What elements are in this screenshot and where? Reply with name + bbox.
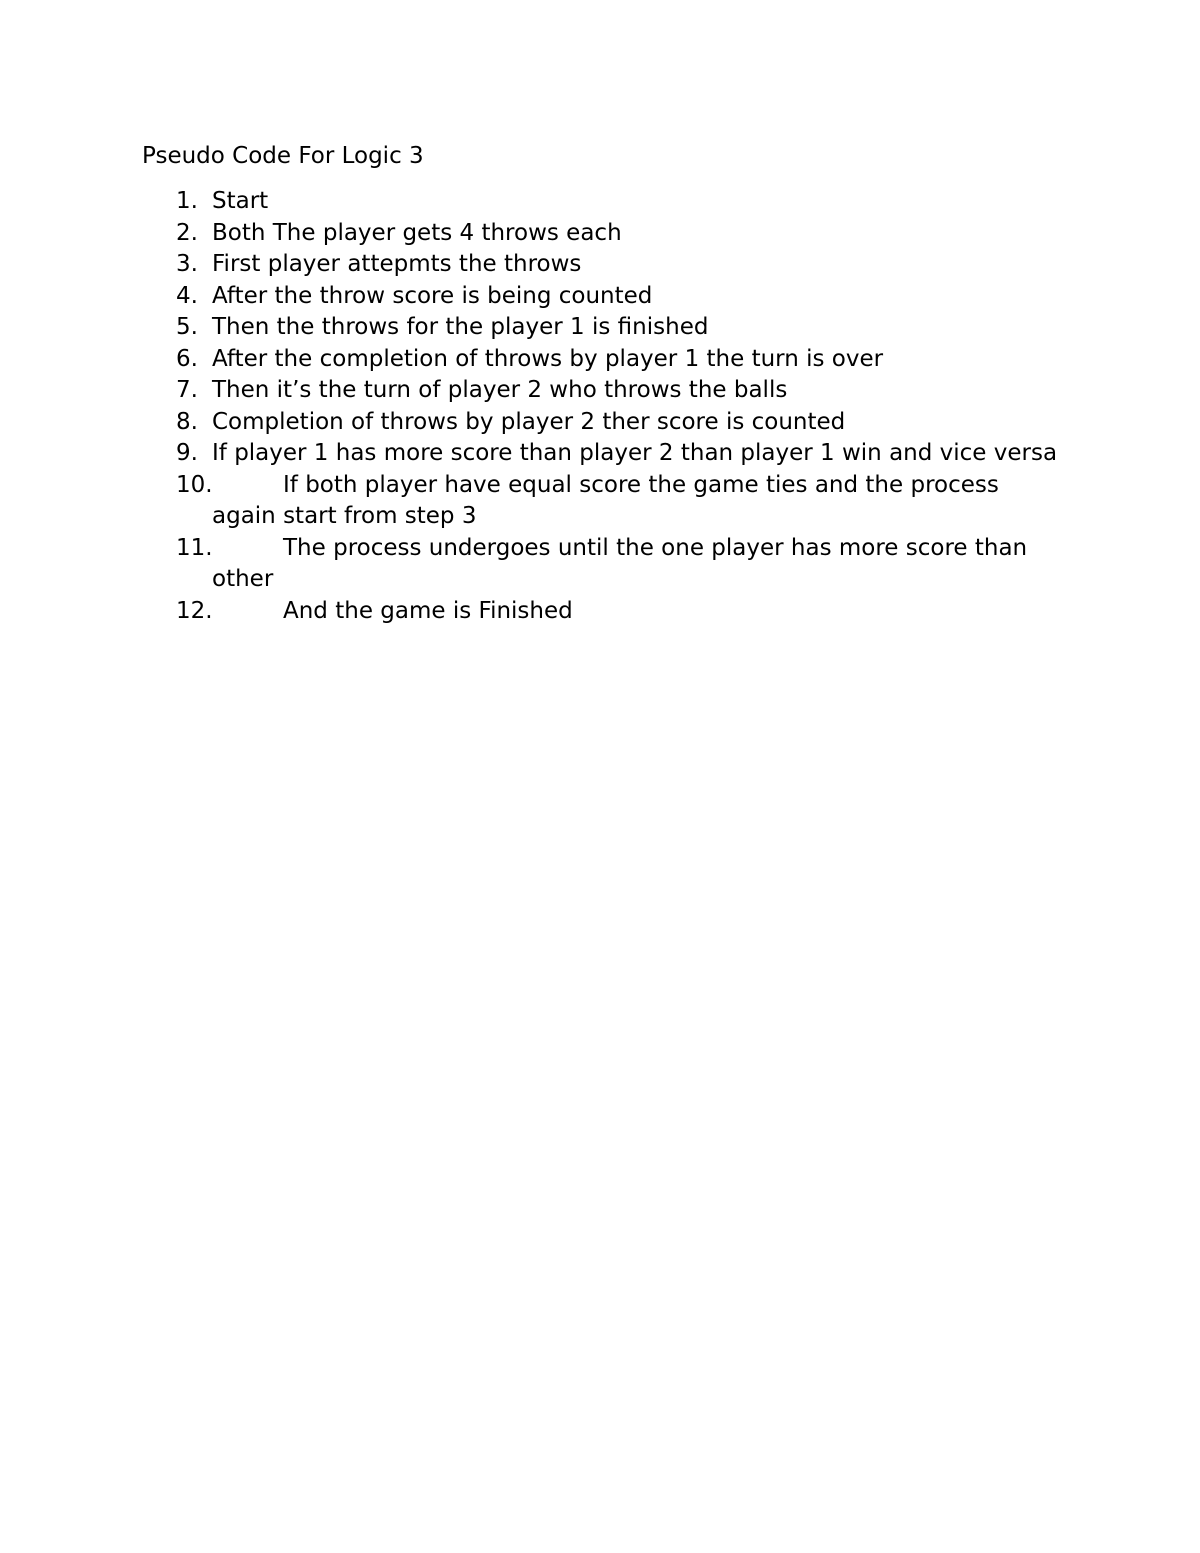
- step-number: 2.: [176, 219, 198, 246]
- step-number: 3.: [176, 251, 198, 277]
- step-number: 8.: [176, 408, 198, 435]
- list-item: [0, 312, 1062, 344]
- step-number: 1.: [176, 188, 198, 214]
- step-text: Completion of throws by player 2 ther score is counted: [212, 408, 846, 435]
- list-item: [0, 438, 1062, 470]
- list-item: [0, 249, 1062, 281]
- step-text: If player 1 has more score than player 2 than player 1 win and vice versa: [212, 440, 1058, 466]
- list-item: [0, 375, 1062, 407]
- step-text: First player attepmts the throws: [212, 251, 582, 277]
- step-number: 4.: [176, 282, 198, 309]
- list-item: [0, 596, 1062, 628]
- step-number: 5.: [176, 314, 198, 340]
- step-number: 7.: [176, 377, 198, 403]
- step-text: Start: [212, 188, 269, 214]
- step-number: 6.: [176, 345, 198, 372]
- list-item: [0, 344, 1062, 376]
- pseudo-code-step-list: [0, 186, 1200, 627]
- list-item: [0, 407, 1062, 439]
- step-text: After the throw score is being counted: [212, 282, 653, 309]
- step-text: After the completion of throws by player 1 the turn is over: [212, 345, 884, 372]
- step-text: And the game is Finished: [283, 597, 573, 624]
- list-item: [0, 281, 1062, 313]
- step-number: 11.: [176, 534, 213, 561]
- list-item: [0, 533, 1062, 596]
- step-number: 10.: [176, 471, 213, 498]
- step-text: Then the throws for the player 1 is finished: [212, 314, 709, 340]
- list-item: [0, 218, 1062, 250]
- step-number: 12.: [176, 597, 213, 624]
- document-title: Pseudo Code For Logic 3: [142, 143, 424, 169]
- step-text: The process undergoes until the one player has more score than other: [212, 534, 1028, 592]
- step-text: Then it’s the turn of player 2 who throws the balls: [212, 377, 788, 403]
- list-item: [0, 470, 1062, 533]
- step-text: Both The player gets 4 throws each: [212, 219, 622, 246]
- step-number: 9.: [176, 440, 198, 466]
- list-item: [0, 186, 1062, 218]
- step-text: If both player have equal score the game ties and the process again start from step 3: [212, 471, 999, 529]
